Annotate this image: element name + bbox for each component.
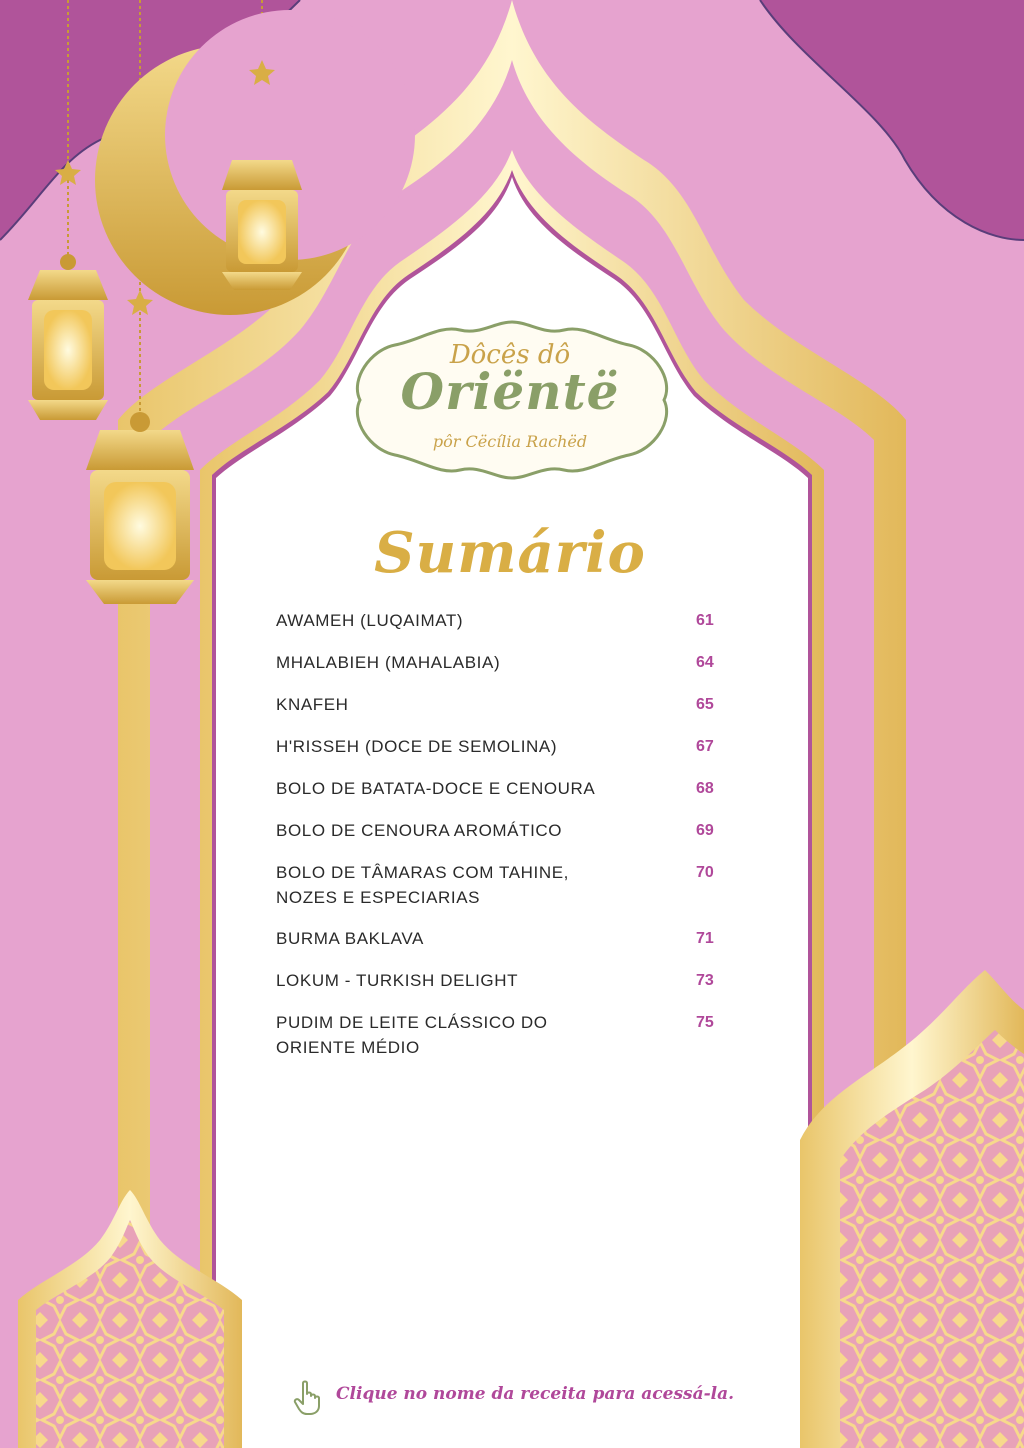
toc-item-title[interactable]: KNAFEH (276, 695, 349, 714)
toc-item-page: 69 (696, 822, 714, 839)
brand-logo (340, 318, 680, 486)
toc-item-title[interactable]: H'RISSEH (DOCE DE SEMOLINA) (276, 737, 558, 756)
footer-instruction: Clique no nome da receita para acessá-la. (336, 1384, 735, 1404)
hand-pointer-icon (292, 1380, 324, 1416)
lantern-icon-1 (28, 254, 108, 420)
toc-item-page: 64 (696, 654, 714, 671)
toc-item-title[interactable]: BOLO DE TÂMARAS COM TAHINE, NOZES E ESPECIARIAS (276, 863, 569, 907)
toc-item-page: 61 (696, 612, 714, 629)
toc-item-page: 71 (696, 930, 714, 947)
toc-item-title[interactable]: AWAMEH (LUQAIMAT) (276, 611, 464, 630)
logo-author: pôr Cëcília Rachëd (432, 432, 588, 451)
logo-line-1: Dôcês dô (449, 340, 571, 370)
lantern-icon-3 (222, 160, 302, 290)
toc-item-title[interactable]: MHALABIEH (MAHALABIA) (276, 653, 501, 672)
toc-item-title[interactable]: LOKUM - TURKISH DELIGHT (276, 971, 519, 990)
toc-item-page: 68 (696, 780, 714, 797)
logo-line-2: Oriëntë (400, 362, 620, 421)
toc-item-title[interactable]: PUDIM DE LEITE CLÁSSICO DO ORIENTE MÉDIO (276, 1013, 548, 1057)
toc-item-page: 70 (696, 864, 714, 881)
toc-item-page: 75 (696, 1014, 714, 1031)
toc-item-title[interactable]: BURMA BAKLAVA (276, 929, 424, 948)
page-title: Sumário (374, 520, 646, 586)
toc-item-page: 73 (696, 972, 714, 989)
toc-item-title[interactable]: BOLO DE BATATA-DOCE E CENOURA (276, 779, 596, 798)
toc-item-page: 65 (696, 696, 714, 713)
toc-item-title[interactable]: BOLO DE CENOURA AROMÁTICO (276, 821, 563, 840)
toc-item-page: 67 (696, 738, 714, 755)
lantern-icon-2 (86, 412, 194, 604)
